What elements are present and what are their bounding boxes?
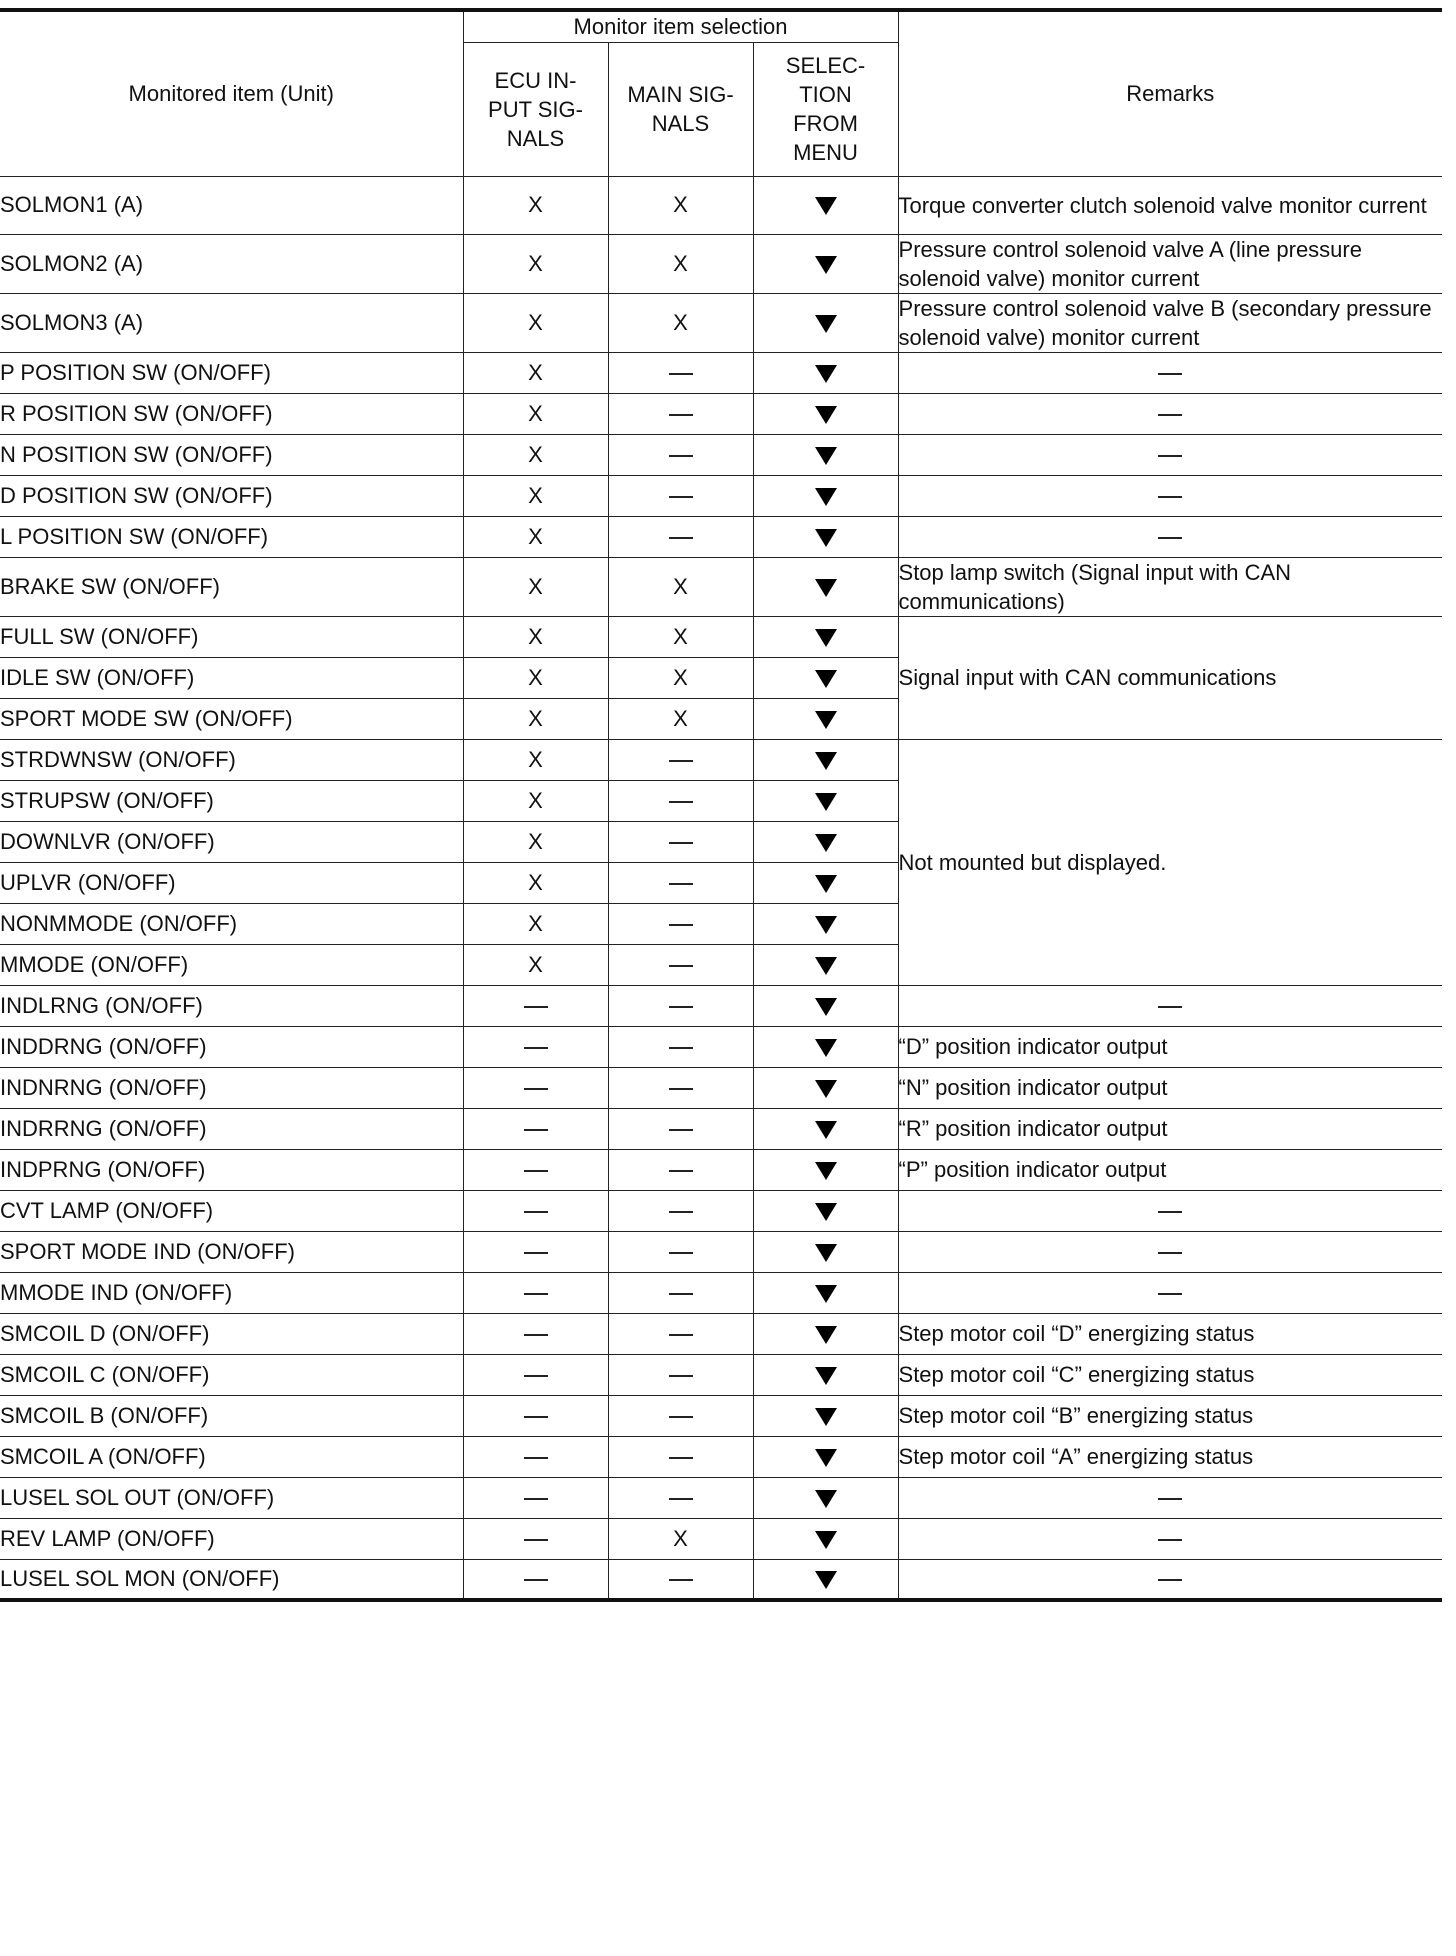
monitored-item-cell: D POSITION SW (ON/OFF) xyxy=(0,475,463,516)
table-row xyxy=(0,1272,1442,1313)
selection-menu-cell xyxy=(753,293,898,352)
main-signals-cell: X xyxy=(608,1518,753,1559)
monitored-item-cell: INDNRNG (ON/OFF) xyxy=(0,1067,463,1108)
dash-icon xyxy=(669,1334,693,1336)
selection-menu-cell xyxy=(753,1190,898,1231)
remarks-cell xyxy=(898,1272,1442,1313)
monitored-item-cell: SPORT MODE IND (ON/OFF) xyxy=(0,1231,463,1272)
down-triangle-icon xyxy=(815,1367,837,1385)
ecu-input-cell xyxy=(463,1108,608,1149)
dash-icon xyxy=(1158,373,1182,375)
table-row xyxy=(0,1395,1442,1436)
dash-icon xyxy=(669,1457,693,1459)
dash-icon xyxy=(669,1579,693,1581)
monitored-item-cell: R POSITION SW (ON/OFF) xyxy=(0,393,463,434)
monitored-item-cell: CVT LAMP (ON/OFF) xyxy=(0,1190,463,1231)
selection-menu-cell xyxy=(753,1313,898,1354)
dash-icon xyxy=(669,373,693,375)
ecu-input-cell xyxy=(463,1067,608,1108)
dash-icon xyxy=(669,1252,693,1254)
selection-menu-cell xyxy=(753,1477,898,1518)
monitored-item-cell: INDDRNG (ON/OFF) xyxy=(0,1026,463,1067)
header-monitor-item-selection: Monitor item selection xyxy=(463,10,898,42)
selection-menu-cell xyxy=(753,1272,898,1313)
table-body xyxy=(0,176,1442,1600)
down-triangle-icon xyxy=(815,1203,837,1221)
main-signals-cell xyxy=(608,1559,753,1600)
main-signals-cell xyxy=(608,393,753,434)
monitored-item-cell: SMCOIL D (ON/OFF) xyxy=(0,1313,463,1354)
ecu-input-cell xyxy=(463,1190,608,1231)
main-signals-cell xyxy=(608,1231,753,1272)
dash-icon xyxy=(669,455,693,457)
down-triangle-icon xyxy=(815,488,837,506)
monitored-item-cell: P POSITION SW (ON/OFF) xyxy=(0,352,463,393)
dash-icon xyxy=(669,1129,693,1131)
ecu-input-cell xyxy=(463,1313,608,1354)
remarks-cell: Step motor coil “C” energizing status xyxy=(898,1354,1442,1395)
selection-menu-cell xyxy=(753,985,898,1026)
down-triangle-icon xyxy=(815,834,837,852)
selection-menu-cell xyxy=(753,176,898,234)
dash-icon xyxy=(669,496,693,498)
remarks-cell: Step motor coil “B” energizing status xyxy=(898,1395,1442,1436)
down-triangle-icon xyxy=(815,447,837,465)
ecu-input-cell: X xyxy=(463,434,608,475)
down-triangle-icon xyxy=(815,315,837,333)
down-triangle-icon xyxy=(815,406,837,424)
table-row xyxy=(0,516,1442,557)
monitored-item-cell: N POSITION SW (ON/OFF) xyxy=(0,434,463,475)
selection-menu-cell xyxy=(753,1559,898,1600)
dash-icon xyxy=(524,1293,548,1295)
remarks-cell xyxy=(898,475,1442,516)
table-row xyxy=(0,616,1442,657)
dash-icon xyxy=(524,1006,548,1008)
main-signals-cell xyxy=(608,903,753,944)
ecu-input-cell: X xyxy=(463,862,608,903)
main-signals-cell: X xyxy=(608,616,753,657)
remarks-cell xyxy=(898,1231,1442,1272)
selection-menu-cell xyxy=(753,698,898,739)
dash-icon xyxy=(669,1170,693,1172)
dash-icon xyxy=(669,760,693,762)
dash-icon xyxy=(1158,1252,1182,1254)
main-signals-cell: X xyxy=(608,176,753,234)
monitored-item-cell: SMCOIL A (ON/OFF) xyxy=(0,1436,463,1477)
down-triangle-icon xyxy=(815,1449,837,1467)
monitored-item-cell: SOLMON1 (A) xyxy=(0,176,463,234)
down-triangle-icon xyxy=(815,752,837,770)
dash-icon xyxy=(1158,1293,1182,1295)
dash-icon xyxy=(524,1129,548,1131)
main-signals-cell: X xyxy=(608,234,753,293)
down-triangle-icon xyxy=(815,670,837,688)
remarks-cell: Step motor coil “D” energizing status xyxy=(898,1313,1442,1354)
dash-icon xyxy=(524,1170,548,1172)
table-row xyxy=(0,1477,1442,1518)
down-triangle-icon xyxy=(815,365,837,383)
ecu-input-cell xyxy=(463,1477,608,1518)
selection-menu-cell xyxy=(753,352,898,393)
ecu-input-cell: X xyxy=(463,903,608,944)
ecu-input-cell: X xyxy=(463,393,608,434)
ecu-input-cell: X xyxy=(463,616,608,657)
ecu-input-cell: X xyxy=(463,293,608,352)
main-signals-cell xyxy=(608,862,753,903)
selection-menu-cell xyxy=(753,1518,898,1559)
header-selection-from-menu: SELEC- TION FROM MENU xyxy=(753,42,898,176)
selection-menu-cell xyxy=(753,862,898,903)
table-row xyxy=(0,1354,1442,1395)
selection-menu-cell xyxy=(753,1395,898,1436)
main-signals-cell xyxy=(608,1149,753,1190)
dash-icon xyxy=(1158,455,1182,457)
ecu-input-cell: X xyxy=(463,352,608,393)
monitored-item-cell: INDPRNG (ON/OFF) xyxy=(0,1149,463,1190)
header-ecu-input-signals: ECU IN- PUT SIG- NALS xyxy=(463,42,608,176)
dash-icon xyxy=(524,1047,548,1049)
selection-menu-cell xyxy=(753,393,898,434)
main-signals-cell xyxy=(608,1313,753,1354)
dash-icon xyxy=(524,1498,548,1500)
table-row xyxy=(0,1559,1442,1600)
down-triangle-icon xyxy=(815,1039,837,1057)
header-monitored-item: Monitored item (Unit) xyxy=(0,10,463,176)
main-signals-cell xyxy=(608,1477,753,1518)
dash-icon xyxy=(669,965,693,967)
down-triangle-icon xyxy=(815,1285,837,1303)
dash-icon xyxy=(669,537,693,539)
dash-icon xyxy=(1158,496,1182,498)
selection-menu-cell xyxy=(753,739,898,780)
dash-icon xyxy=(524,1334,548,1336)
main-signals-cell: X xyxy=(608,698,753,739)
remarks-cell: “D” position indicator output xyxy=(898,1026,1442,1067)
selection-menu-cell xyxy=(753,234,898,293)
monitored-item-cell: L POSITION SW (ON/OFF) xyxy=(0,516,463,557)
monitored-item-cell: SPORT MODE SW (ON/OFF) xyxy=(0,698,463,739)
down-triangle-icon xyxy=(815,957,837,975)
dash-icon xyxy=(524,1375,548,1377)
down-triangle-icon xyxy=(815,1326,837,1344)
ecu-input-cell: X xyxy=(463,557,608,616)
selection-menu-cell xyxy=(753,1026,898,1067)
dash-icon xyxy=(669,414,693,416)
monitored-item-cell: FULL SW (ON/OFF) xyxy=(0,616,463,657)
dash-icon xyxy=(669,1498,693,1500)
down-triangle-icon xyxy=(815,1244,837,1262)
down-triangle-icon xyxy=(815,629,837,647)
header-remarks: Remarks xyxy=(898,10,1442,176)
main-signals-cell xyxy=(608,1354,753,1395)
down-triangle-icon xyxy=(815,711,837,729)
table-row xyxy=(0,393,1442,434)
selection-menu-cell xyxy=(753,1108,898,1149)
ecu-input-cell xyxy=(463,1395,608,1436)
selection-menu-cell xyxy=(753,434,898,475)
ecu-input-cell: X xyxy=(463,475,608,516)
ecu-input-cell: X xyxy=(463,698,608,739)
down-triangle-icon xyxy=(815,256,837,274)
down-triangle-icon xyxy=(815,875,837,893)
dash-icon xyxy=(669,1375,693,1377)
ecu-input-cell: X xyxy=(463,739,608,780)
ecu-input-cell xyxy=(463,1231,608,1272)
main-signals-cell xyxy=(608,1190,753,1231)
monitored-item-cell: SMCOIL C (ON/OFF) xyxy=(0,1354,463,1395)
selection-menu-cell xyxy=(753,1149,898,1190)
monitored-item-cell: MMODE (ON/OFF) xyxy=(0,944,463,985)
selection-menu-cell xyxy=(753,821,898,862)
ecu-input-cell: X xyxy=(463,516,608,557)
down-triangle-icon xyxy=(815,1490,837,1508)
down-triangle-icon xyxy=(815,1080,837,1098)
ecu-input-cell xyxy=(463,1559,608,1600)
table-row xyxy=(0,557,1442,616)
remarks-cell xyxy=(898,516,1442,557)
selection-menu-cell xyxy=(753,475,898,516)
dash-icon xyxy=(1158,1006,1182,1008)
down-triangle-icon xyxy=(815,579,837,597)
dash-icon xyxy=(669,924,693,926)
monitored-item-cell: STRDWNSW (ON/OFF) xyxy=(0,739,463,780)
dash-icon xyxy=(669,1088,693,1090)
main-signals-cell xyxy=(608,985,753,1026)
monitored-item-cell: NONMMODE (ON/OFF) xyxy=(0,903,463,944)
main-signals-cell xyxy=(608,821,753,862)
main-signals-cell xyxy=(608,1272,753,1313)
remarks-cell: Not mounted but displayed. xyxy=(898,739,1442,985)
monitored-item-cell: REV LAMP (ON/OFF) xyxy=(0,1518,463,1559)
down-triangle-icon xyxy=(815,1571,837,1589)
selection-menu-cell xyxy=(753,1354,898,1395)
dash-icon xyxy=(1158,1211,1182,1213)
down-triangle-icon xyxy=(815,916,837,934)
remarks-cell: “P” position indicator output xyxy=(898,1149,1442,1190)
remarks-cell: Step motor coil “A” energizing status xyxy=(898,1436,1442,1477)
ecu-input-cell xyxy=(463,1436,608,1477)
selection-menu-cell xyxy=(753,1231,898,1272)
table-row xyxy=(0,1149,1442,1190)
main-signals-cell xyxy=(608,434,753,475)
dash-icon xyxy=(669,1211,693,1213)
down-triangle-icon xyxy=(815,998,837,1016)
main-signals-cell xyxy=(608,352,753,393)
monitored-item-cell: STRUPSW (ON/OFF) xyxy=(0,780,463,821)
table-row xyxy=(0,293,1442,352)
table-row xyxy=(0,1518,1442,1559)
dash-icon xyxy=(669,883,693,885)
dash-icon xyxy=(524,1416,548,1418)
main-signals-cell xyxy=(608,1108,753,1149)
selection-menu-cell xyxy=(753,657,898,698)
table-row xyxy=(0,234,1442,293)
remarks-cell: Torque converter clutch solenoid valve monitor current xyxy=(898,176,1442,234)
dash-icon xyxy=(1158,414,1182,416)
dash-icon xyxy=(669,1006,693,1008)
down-triangle-icon xyxy=(815,1121,837,1139)
dash-icon xyxy=(524,1252,548,1254)
ecu-input-cell xyxy=(463,1026,608,1067)
dash-icon xyxy=(669,1047,693,1049)
ecu-input-cell: X xyxy=(463,176,608,234)
table-row xyxy=(0,739,1442,780)
table-row xyxy=(0,1436,1442,1477)
table-row xyxy=(0,434,1442,475)
selection-menu-cell xyxy=(753,1436,898,1477)
dash-icon xyxy=(1158,1539,1182,1541)
monitored-item-cell: IDLE SW (ON/OFF) xyxy=(0,657,463,698)
table-row xyxy=(0,1231,1442,1272)
remarks-cell: Stop lamp switch (Signal input with CAN communications) xyxy=(898,557,1442,616)
selection-menu-cell xyxy=(753,516,898,557)
ecu-input-cell: X xyxy=(463,234,608,293)
down-triangle-icon xyxy=(815,1531,837,1549)
ecu-input-cell: X xyxy=(463,944,608,985)
ecu-input-cell: X xyxy=(463,821,608,862)
ecu-input-cell xyxy=(463,1149,608,1190)
down-triangle-icon xyxy=(815,197,837,215)
main-signals-cell xyxy=(608,780,753,821)
ecu-input-cell xyxy=(463,985,608,1026)
dash-icon xyxy=(524,1539,548,1541)
monitored-item-cell: INDLRNG (ON/OFF) xyxy=(0,985,463,1026)
dash-icon xyxy=(524,1457,548,1459)
remarks-cell: Pressure control solenoid valve B (secondary pressure solenoid valve) monitor current xyxy=(898,293,1442,352)
header-main-signals: MAIN SIG- NALS xyxy=(608,42,753,176)
monitored-item-cell: BRAKE SW (ON/OFF) xyxy=(0,557,463,616)
dash-icon xyxy=(1158,1498,1182,1500)
monitored-item-cell: SMCOIL B (ON/OFF) xyxy=(0,1395,463,1436)
main-signals-cell xyxy=(608,1067,753,1108)
monitored-item-cell: LUSEL SOL MON (ON/OFF) xyxy=(0,1559,463,1600)
table-row xyxy=(0,1190,1442,1231)
main-signals-cell xyxy=(608,944,753,985)
dash-icon xyxy=(524,1579,548,1581)
dash-icon xyxy=(669,801,693,803)
selection-menu-cell xyxy=(753,780,898,821)
main-signals-cell xyxy=(608,1395,753,1436)
ecu-input-cell xyxy=(463,1518,608,1559)
monitored-item-cell: SOLMON3 (A) xyxy=(0,293,463,352)
monitored-item-cell: SOLMON2 (A) xyxy=(0,234,463,293)
remarks-cell xyxy=(898,434,1442,475)
down-triangle-icon xyxy=(815,793,837,811)
main-signals-cell xyxy=(608,475,753,516)
main-signals-cell: X xyxy=(608,657,753,698)
selection-menu-cell xyxy=(753,903,898,944)
ecu-input-cell: X xyxy=(463,780,608,821)
dash-icon xyxy=(524,1088,548,1090)
remarks-cell xyxy=(898,393,1442,434)
dash-icon xyxy=(669,1416,693,1418)
down-triangle-icon xyxy=(815,529,837,547)
selection-menu-cell xyxy=(753,616,898,657)
table-row xyxy=(0,352,1442,393)
remarks-cell xyxy=(898,985,1442,1026)
ecu-input-cell xyxy=(463,1354,608,1395)
monitored-item-cell: LUSEL SOL OUT (ON/OFF) xyxy=(0,1477,463,1518)
ecu-input-cell: X xyxy=(463,657,608,698)
monitored-item-cell: UPLVR (ON/OFF) xyxy=(0,862,463,903)
remarks-cell: Signal input with CAN communications xyxy=(898,616,1442,739)
monitor-item-table xyxy=(0,8,1442,1602)
down-triangle-icon xyxy=(815,1162,837,1180)
selection-menu-cell xyxy=(753,1067,898,1108)
table-row xyxy=(0,1026,1442,1067)
table-row xyxy=(0,1108,1442,1149)
ecu-input-cell xyxy=(463,1272,608,1313)
remarks-cell xyxy=(898,1518,1442,1559)
remarks-cell: Pressure control solenoid valve A (line pressure solenoid valve) monitor current xyxy=(898,234,1442,293)
monitored-item-cell: INDRRNG (ON/OFF) xyxy=(0,1108,463,1149)
selection-menu-cell xyxy=(753,944,898,985)
remarks-cell xyxy=(898,352,1442,393)
dash-icon xyxy=(1158,1579,1182,1581)
monitored-item-cell: MMODE IND (ON/OFF) xyxy=(0,1272,463,1313)
remarks-cell xyxy=(898,1559,1442,1600)
main-signals-cell: X xyxy=(608,557,753,616)
dash-icon xyxy=(524,1211,548,1213)
dash-icon xyxy=(669,1293,693,1295)
main-signals-cell xyxy=(608,1436,753,1477)
table-row xyxy=(0,1313,1442,1354)
table-row xyxy=(0,985,1442,1026)
main-signals-cell xyxy=(608,739,753,780)
dash-icon xyxy=(669,842,693,844)
selection-menu-cell xyxy=(753,557,898,616)
remarks-cell: “R” position indicator output xyxy=(898,1108,1442,1149)
remarks-cell xyxy=(898,1477,1442,1518)
table-row xyxy=(0,176,1442,234)
dash-icon xyxy=(1158,537,1182,539)
main-signals-cell: X xyxy=(608,293,753,352)
remarks-cell: “N” position indicator output xyxy=(898,1067,1442,1108)
table-row xyxy=(0,475,1442,516)
down-triangle-icon xyxy=(815,1408,837,1426)
main-signals-cell xyxy=(608,1026,753,1067)
main-signals-cell xyxy=(608,516,753,557)
table-row xyxy=(0,1067,1442,1108)
remarks-cell xyxy=(898,1190,1442,1231)
monitored-item-cell: DOWNLVR (ON/OFF) xyxy=(0,821,463,862)
